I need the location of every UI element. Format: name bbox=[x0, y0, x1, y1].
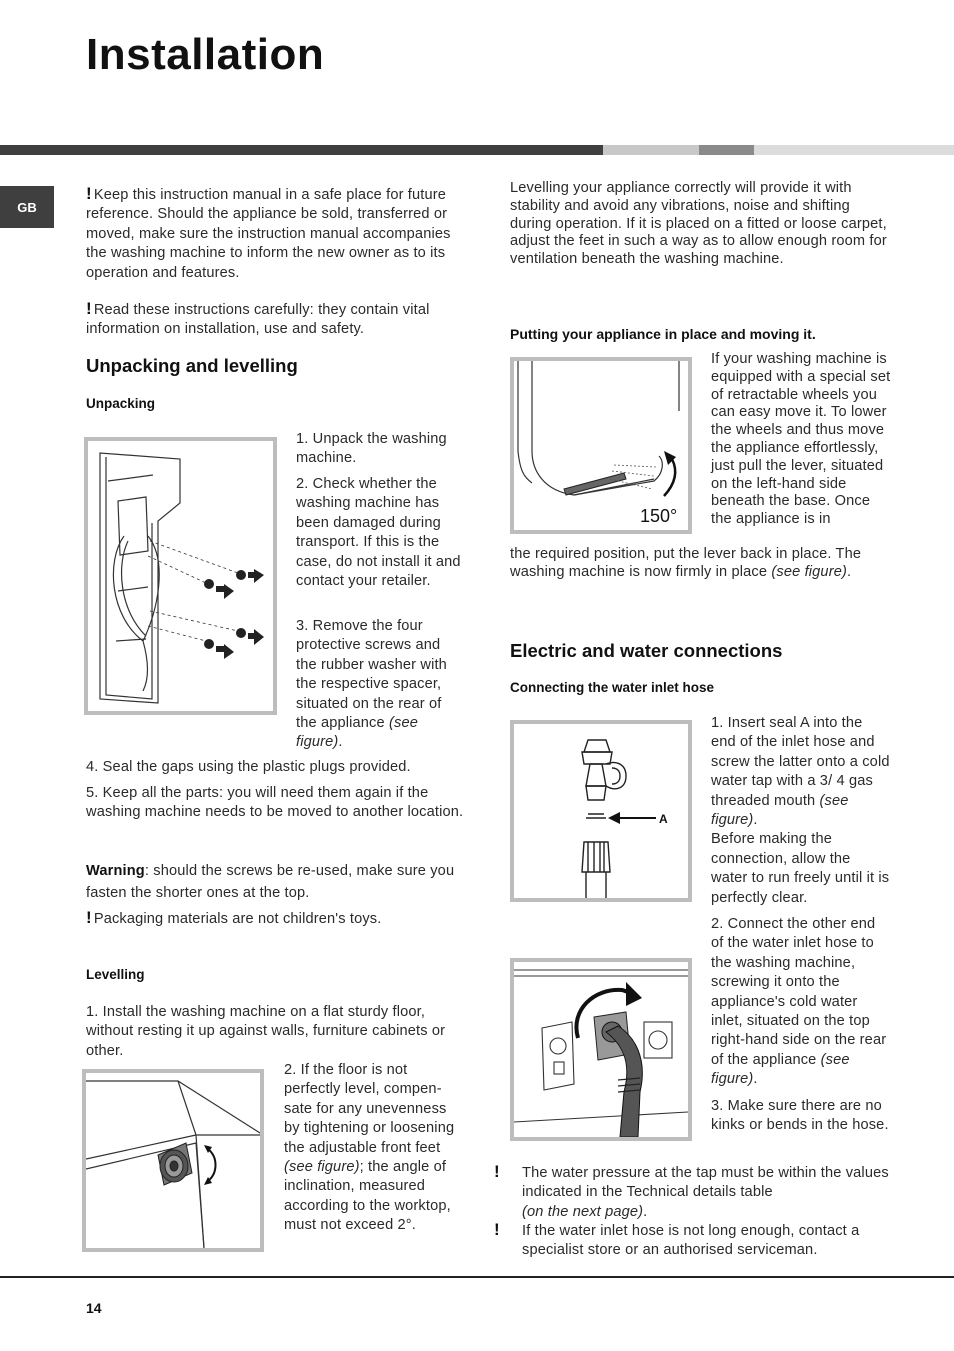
warning-label: Warning bbox=[86, 863, 145, 879]
placing-text-continued: the required position, put the lever back in place. The washing machine is now firmly in place (see figure). bbox=[510, 546, 862, 581]
page-number: 14 bbox=[86, 1300, 102, 1316]
header-band-pale bbox=[754, 145, 954, 155]
subheading-placing-moving: Putting your appliance in place and moving it. bbox=[510, 326, 816, 342]
intro-paragraph-1: ! Keep this instruction manual in a safe place for future reference. Should the appliance be sold, transferred or moved, make sure the instruction manual accompanies the washing machine to inform the new owner as to its operation and features. bbox=[86, 184, 451, 281]
retractable-wheels-illustration bbox=[514, 361, 688, 530]
subheading-water-inlet: Connecting the water inlet hose bbox=[510, 680, 715, 695]
section-heading-unpacking-levelling: Unpacking and levelling bbox=[86, 355, 298, 376]
header-band-mid bbox=[699, 145, 754, 155]
angle-label: 150° bbox=[640, 506, 678, 526]
exclamation-icon: ! bbox=[86, 184, 92, 203]
section-heading-connections: Electric and water connections bbox=[510, 640, 783, 661]
header-band-light bbox=[603, 145, 699, 155]
warning-paragraph: Warning: should the screws be re-used, make sure you fasten the shorter ones at the top. bbox=[86, 863, 455, 901]
levelling-intro-paragraph: Levelling your appliance correctly will provide it with stability and avoid any vibrations, noise and shifting during operation. If it is placed on a fitted or loose carpet, adjust the feet in such a way as to allow enough room for ventilation beneath the washing machine. bbox=[510, 180, 887, 268]
unpacking-step-4: 4. Seal the gaps using the plastic plugs provided. bbox=[86, 759, 411, 775]
unpacking-step-5: 5. Keep all the parts: you will need them again if the washing machine needs to be moved to another location. bbox=[86, 785, 464, 821]
inlet-step-1: 1. Insert seal A into the end of the inlet hose and screw the latter onto a cold water tap with a 3/ 4 gas threaded mouth (see figure). Before making the connection, allow the water to run freely until it is perfectly clear. bbox=[711, 715, 890, 906]
exclamation-icon: ! bbox=[86, 908, 92, 927]
unpacking-step-3: 3. Remove the four protective screws and the rubber washer with the respective spacer, situated on the rear of the appliance (see figure). bbox=[296, 618, 447, 751]
wheels-figure bbox=[510, 357, 692, 534]
packaging-note: ! Packaging materials are not children's toys. bbox=[86, 908, 382, 927]
pressure-note: ! The water pressure at the tap must be within the values indicated in the Technical details table (on the next page). bbox=[494, 1162, 889, 1220]
inlet-connection-figure bbox=[510, 958, 692, 1141]
levelling-step-2: 2. If the floor is not perfectly level, compen-sate for any unevenness by tightening or loosening the adjustable front feet (see figure); the angle of inclination, measured according to the worktop, must not exceed 2°. bbox=[284, 1062, 455, 1234]
inlet-step-3: 3. Make sure there are no kinks or bends in the hose. bbox=[711, 1098, 889, 1134]
levelling-step-1: 1. Install the washing machine on a flat sturdy floor, without resting it up against walls, furniture cabinets or other. bbox=[86, 1004, 446, 1059]
inlet-step-2: 2. Connect the other end of the water inlet hose to the washing machine, screwing it onto the appliance's cold water inlet, situated on the top right-hand side on the rear of the appliance (see figure). bbox=[711, 916, 887, 1088]
subheading-unpacking: Unpacking bbox=[86, 396, 156, 411]
unpacking-step-1: 1. Unpack the washing machine. bbox=[296, 431, 447, 467]
placing-text-wrap: If your washing machine is equipped with a special set of retractable wheels you can easy move it. To lower the wheels and thus move the appliance effortlessly, just pull the lever, situated on the left-hand side beneath the base. Once the appliance is in bbox=[711, 351, 891, 528]
levelling-figure bbox=[82, 1069, 264, 1252]
header-band-dark bbox=[0, 145, 603, 155]
hose-length-note: ! If the water inlet hose is not long enough, contact a specialist store or an authorised serviceman. bbox=[494, 1220, 860, 1259]
exclamation-icon: ! bbox=[494, 1162, 500, 1181]
rear-inlet-connection-illustration bbox=[514, 962, 688, 1137]
subheading-levelling: Levelling bbox=[86, 967, 145, 982]
page-title: Installation bbox=[86, 30, 325, 79]
adjustable-foot-illustration bbox=[86, 1073, 260, 1248]
tap-and-seal-illustration bbox=[514, 724, 688, 898]
seal-a-label: A bbox=[659, 812, 668, 826]
footer-rule bbox=[0, 1276, 954, 1278]
language-tab: GB bbox=[0, 186, 54, 228]
intro-paragraph-2: ! Read these instructions carefully: they contain vital information on installation, use and safety. bbox=[86, 299, 430, 338]
unpacking-step-2: 2. Check whether the washing machine has been damaged during transport. If this is the case, do not install it and contact your retailer. bbox=[296, 476, 461, 590]
exclamation-icon: ! bbox=[494, 1220, 500, 1239]
unpacking-figure bbox=[84, 437, 277, 715]
inlet-tap-figure bbox=[510, 720, 692, 902]
rear-panel-screws-illustration bbox=[88, 441, 273, 711]
exclamation-icon: ! bbox=[86, 299, 92, 318]
